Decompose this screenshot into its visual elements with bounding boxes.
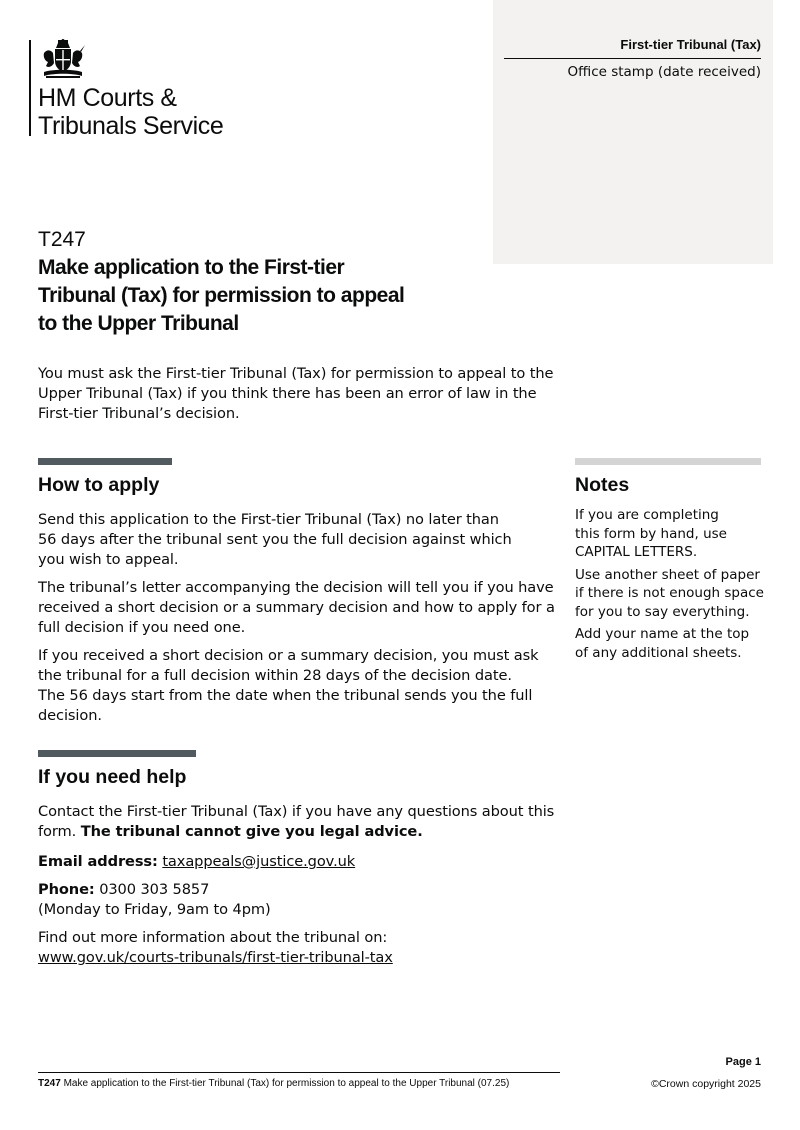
apply-paragraph-3 [38,646,558,726]
email-label: Email address: [38,853,158,870]
phone-number: 0300 303 5857 [99,881,210,898]
help-paragraph [38,802,568,842]
help-body [38,802,568,976]
notes-body [575,506,765,666]
stamp-label: Office stamp (date received) [567,64,761,80]
copyright: ©Crown copyright 2025 [651,1078,761,1090]
form-title-line-1: Make application to the First-tier [38,256,345,279]
note-3: Add your name at the top of any additional sheets. [575,626,750,661]
more-info-text: Find out more information about the tribunal on: [38,929,388,946]
royal-crest-icon [40,39,86,79]
form-code: T247 [38,228,86,251]
form-title [38,254,508,338]
apply-p1-line-3: you wish to appeal. [38,551,179,568]
note-2: Use another sheet of paper if there is not enough space for you to say everything. [575,566,764,620]
notes-bar [575,458,761,465]
form-title-line-3: to the Upper Tribunal [38,312,239,335]
apply-p3-line-2: The 56 days start from the date when the tribunal sends you the full decision. [38,687,533,724]
footer-divider [38,1072,560,1073]
tribunal-website-link[interactable]: www.gov.uk/courts-tribunals/first-tier-tribunal-tax [38,949,393,966]
apply-paragraph-2: The tribunal’s letter accompanying the decision will tell you if you have received a short decision or a summary decision and how to apply for a full decision if you need one. [38,579,555,636]
apply-p1-line-2: 56 days after the tribunal sent you the full decision against which [38,531,512,548]
note-1-line-2: this form by hand, use [575,525,727,542]
stamp-title: First-tier Tribunal (Tax) [620,37,761,52]
apply-paragraph-1 [38,510,558,570]
how-to-apply-body [38,510,558,734]
note-1 [575,506,765,562]
stamp-divider [504,58,761,59]
help-heading: If you need help [38,766,187,788]
apply-p1-line-1: Send this application to the First-tier Tribunal (Tax) no later than [38,511,499,528]
email-link[interactable]: taxappeals@justice.gov.uk [162,853,356,870]
office-stamp-box [493,0,773,264]
note-1-line-3: CAPITAL LETTERS. [575,544,698,560]
note-1-line-1: If you are completing [575,507,719,523]
apply-p3-line-1: If you received a short decision or a summary decision, you must ask the tribunal for a full decision within 28 days of the decision date. [38,647,539,684]
logo-line-1: HM Courts & [38,84,177,112]
page-number: Page 1 [725,1056,761,1068]
footer-form-title: Make application to the First-tier Tribunal (Tax) for permission to appeal to the Upper Tribunal (07.25) [63,1078,510,1089]
more-info [38,928,568,968]
logo-line-2: Tribunals Service [38,112,224,140]
phone-block [38,880,568,920]
logo-divider [29,40,31,136]
footer-form-name [38,1078,509,1089]
help-text: Contact the First-tier Tribunal (Tax) if you have any questions about this form. [38,803,555,840]
notes-heading: Notes [575,474,630,496]
help-bar [38,750,196,757]
form-title-line-2: Tribunal (Tax) for permission to appeal [38,284,405,307]
phone-hours: (Monday to Friday, 9am to 4pm) [38,901,271,918]
email-line [38,852,568,872]
footer-form-code: T247 [38,1078,61,1089]
how-to-apply-bar [38,458,172,465]
how-to-apply-heading: How to apply [38,474,160,496]
phone-label: Phone: [38,881,95,898]
logo-text [38,84,223,140]
help-legal-notice: The tribunal cannot give you legal advice. [80,823,423,840]
intro-paragraph: You must ask the First-tier Tribunal (Tax) for permission to appeal to the Upper Tribunal (Tax) if you think there has been an error of law in the First-tier Tribunal’s decision. [38,365,554,422]
